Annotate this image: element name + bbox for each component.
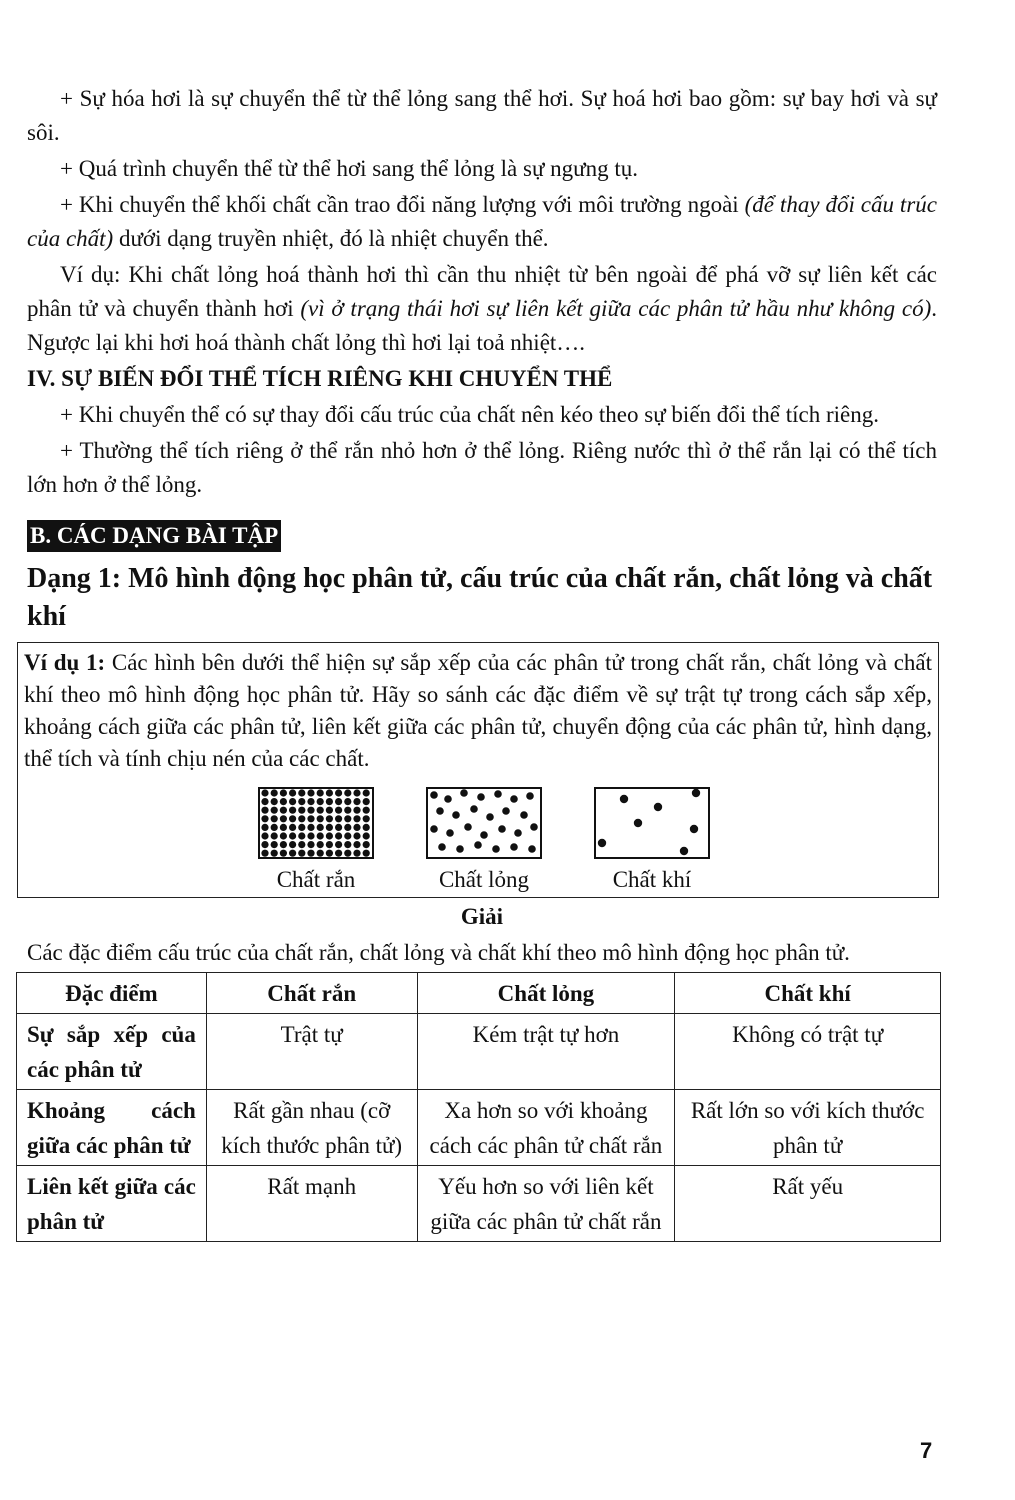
- table-cell: Rất lớn so với kích thước phân tử: [675, 1090, 941, 1166]
- molecule-dot: [528, 845, 536, 853]
- molecule-dot: [280, 815, 287, 822]
- molecule-dot: [289, 824, 296, 831]
- molecule-dot: [298, 850, 305, 857]
- molecule-dot: [335, 807, 342, 814]
- molecule-dot: [307, 841, 314, 848]
- molecule-dot: [634, 819, 642, 827]
- text-segment: dưới dạng truyền nhiệt, đó là nhiệt chuyển thể.: [113, 226, 549, 251]
- caption-solid: Chất rắn: [276, 867, 356, 892]
- molecule-dot: [477, 793, 485, 801]
- figures-row: [24, 787, 932, 895]
- molecule-dot: [289, 789, 296, 796]
- molecule-dot: [280, 824, 287, 831]
- molecule-dot: [363, 798, 370, 805]
- molecule-dot: [492, 845, 500, 853]
- caption-liquid: Chất lỏng: [438, 867, 530, 892]
- molecule-dot: [307, 798, 314, 805]
- paragraph-vaporization: + Sự hóa hơi là sự chuyển thể từ thể lỏng sang thể hơi. Sự hoá hơi bao gồm: sự bay hơi và sự sôi.: [27, 86, 937, 145]
- molecule-dot: [353, 807, 360, 814]
- example-1-text: [24, 647, 932, 775]
- molecule-dot: [298, 832, 305, 839]
- molecule-dot: [486, 813, 494, 821]
- header-feature: Đặc điểm: [17, 973, 207, 1014]
- table-cell: Rất mạnh: [206, 1166, 417, 1242]
- molecule-dot: [353, 850, 360, 857]
- molecule-dot: [430, 791, 438, 799]
- dang-1-title: Dạng 1: Mô hình động học phân tử, cấu trúc của chất rắn, chất lỏng và chất khí: [27, 563, 933, 632]
- molecule-dot: [307, 815, 314, 822]
- row-header: Liên kết giữa các phân tử: [17, 1166, 207, 1242]
- molecule-dot: [307, 850, 314, 857]
- molecule-dot: [680, 847, 688, 855]
- molecule-dot: [289, 807, 296, 814]
- molecule-dot: [456, 845, 464, 853]
- molecule-dot: [261, 824, 268, 831]
- page-number: 7: [920, 1438, 933, 1463]
- molecule-dot: [289, 832, 296, 839]
- molecule-dot: [335, 798, 342, 805]
- molecule-dot: [298, 824, 305, 831]
- figure-gas: [594, 787, 710, 895]
- italic-segment: (để thay đổi cấu trúc của chất): [27, 192, 937, 251]
- molecule-dot: [344, 832, 351, 839]
- molecule-dot: [271, 789, 278, 796]
- table-cell: Rất yếu: [675, 1166, 941, 1242]
- gas-molecules-diagram: [594, 787, 710, 859]
- molecule-dot: [344, 841, 351, 848]
- molecule-dot: [353, 798, 360, 805]
- molecule-dot: [298, 815, 305, 822]
- molecule-dot: [317, 807, 324, 814]
- header-liquid: Chất lỏng: [417, 973, 675, 1014]
- figure-solid: [258, 787, 374, 895]
- molecule-dot: [261, 789, 268, 796]
- molecule-dot: [530, 823, 538, 831]
- heading-section-iv: IV. SỰ BIẾN ĐỔI THỂ TÍCH RIÊNG KHI CHUYỂN THỂ: [27, 366, 613, 391]
- solid-molecules-diagram: [258, 787, 374, 859]
- molecule-dot: [280, 798, 287, 805]
- molecule-dot: [271, 832, 278, 839]
- molecule-dot: [502, 807, 510, 815]
- molecule-dot: [261, 850, 268, 857]
- table-cell: Rất gần nhau (cỡ kích thước phân tử): [206, 1090, 417, 1166]
- row-header: Sự sắp xếp của các phân tử: [17, 1014, 207, 1090]
- paragraph-energy-exchange: [27, 188, 937, 256]
- molecule-dot: [280, 832, 287, 839]
- molecule-dot: [363, 789, 370, 796]
- table-header-row: [17, 973, 941, 1014]
- molecule-dot: [317, 798, 324, 805]
- molecule-dot: [289, 815, 296, 822]
- molecule-dot: [326, 807, 333, 814]
- molecule-dot: [271, 850, 278, 857]
- molecule-dot: [498, 825, 506, 833]
- molecule-dot: [353, 824, 360, 831]
- molecule-dot: [335, 850, 342, 857]
- table-row: [17, 1090, 941, 1166]
- molecule-dot: [317, 850, 324, 857]
- molecule-dot: [344, 815, 351, 822]
- paragraph-specific-volume: + Khi chuyển thể có sự thay đổi cấu trúc của chất nên kéo theo sự biến đổi thể tích riêng.: [60, 402, 880, 427]
- table-row: [17, 1166, 941, 1242]
- molecule-dot: [444, 795, 452, 803]
- molecule-dot: [307, 807, 314, 814]
- molecule-dot: [261, 807, 268, 814]
- molecule-dot: [317, 789, 324, 796]
- molecule-dot: [363, 807, 370, 814]
- table-row: [17, 1014, 941, 1090]
- molecule-dot: [344, 798, 351, 805]
- molecule-dot: [692, 789, 700, 797]
- italic-segment: (vì ở trạng thái hơi sự liên kết giữa các phân tử hầu như không có): [300, 296, 932, 321]
- row-header: Khoảng cách giữa các phân tử: [17, 1090, 207, 1166]
- molecule-dot: [353, 815, 360, 822]
- molecule-dot: [280, 841, 287, 848]
- molecule-dot: [261, 832, 268, 839]
- solution-intro: Các đặc điểm cấu trúc của chất rắn, chất lỏng và chất khí theo mô hình động học phân tử.: [27, 940, 850, 965]
- table-cell: Xa hơn so với khoảng cách các phân tử chất rắn: [417, 1090, 675, 1166]
- example-body: Các hình bên dưới thể hiện sự sắp xếp của các phân tử trong chất rắn, chất lỏng và chất khí theo mô hình động học phân tử. Hãy so sánh các đặc điểm về sự trật tự trong cách sắp xếp, khoảng cách giữa các phân tử, liên kết giữa các phân tử, chuyển động của các phân tử, hình dạng, thể tích và tính chịu nén của các chất.: [24, 650, 932, 771]
- molecule-dot: [436, 807, 444, 815]
- molecule-dot: [326, 789, 333, 796]
- molecule-dot: [317, 841, 324, 848]
- text-segment: . Ngược lại khi hơi hoá thành chất lỏng thì hơi lại toả nhiệt….: [27, 296, 937, 355]
- molecule-dot: [307, 789, 314, 796]
- molecule-dot: [261, 798, 268, 805]
- molecule-dot: [261, 841, 268, 848]
- page-content: [24, 82, 937, 1242]
- molecule-dot: [298, 798, 305, 805]
- molecule-dot: [460, 789, 468, 797]
- molecule-dot: [510, 795, 518, 803]
- molecule-dot: [289, 841, 296, 848]
- molecule-dot: [317, 815, 324, 822]
- molecule-dot: [271, 807, 278, 814]
- molecule-dot: [280, 850, 287, 857]
- molecule-dot: [307, 832, 314, 839]
- molecule-dot: [344, 850, 351, 857]
- molecule-dot: [494, 790, 502, 798]
- molecule-dot: [690, 825, 698, 833]
- molecule-dot: [335, 832, 342, 839]
- table-cell: Yếu hơn so với liên kết giữa các phân tử chất rắn: [417, 1166, 675, 1242]
- molecule-dot: [353, 789, 360, 796]
- molecule-dot: [289, 798, 296, 805]
- header-solid: Chất rắn: [206, 973, 417, 1014]
- molecule-dot: [363, 815, 370, 822]
- table-cell: Không có trật tự: [675, 1014, 941, 1090]
- molecule-dot: [353, 841, 360, 848]
- molecule-dot: [598, 839, 606, 847]
- solution-title: Giải: [460, 904, 504, 929]
- molecule-dot: [271, 798, 278, 805]
- molecule-dot: [271, 824, 278, 831]
- molecule-dot: [446, 829, 454, 837]
- table-cell: Kém trật tự hơn: [417, 1014, 675, 1090]
- figure-liquid: [426, 787, 542, 895]
- molecule-dot: [335, 789, 342, 796]
- molecule-dot: [298, 789, 305, 796]
- comparison-table: [16, 972, 941, 1242]
- molecule-dot: [326, 850, 333, 857]
- molecule-dot: [280, 807, 287, 814]
- molecule-dot: [363, 824, 370, 831]
- molecule-dot: [326, 798, 333, 805]
- molecule-dot: [261, 815, 268, 822]
- molecule-dot: [326, 841, 333, 848]
- molecule-dot: [298, 841, 305, 848]
- molecule-dot: [470, 805, 478, 813]
- molecule-dot: [344, 807, 351, 814]
- molecule-dot: [317, 832, 324, 839]
- molecule-dot: [271, 815, 278, 822]
- molecule-dot: [298, 807, 305, 814]
- liquid-molecules-diagram: [426, 787, 542, 859]
- molecule-dot: [438, 843, 446, 851]
- section-b-banner-wrap: [27, 520, 937, 552]
- molecule-dot: [344, 789, 351, 796]
- molecule-dot: [335, 815, 342, 822]
- caption-gas: Chất khí: [612, 867, 692, 892]
- molecule-dot: [280, 789, 287, 796]
- molecule-dot: [480, 831, 488, 839]
- molecule-dot: [474, 841, 482, 849]
- molecule-dot: [271, 841, 278, 848]
- molecule-dot: [510, 843, 518, 851]
- molecule-dot: [326, 824, 333, 831]
- molecule-dot: [289, 850, 296, 857]
- section-b-banner: B. CÁC DẠNG BÀI TẬP: [27, 520, 281, 552]
- molecule-dot: [363, 850, 370, 857]
- molecule-dot: [307, 824, 314, 831]
- molecule-dot: [520, 811, 528, 819]
- molecule-dot: [526, 792, 534, 800]
- paragraph-condensation: + Quá trình chuyển thể từ thể hơi sang thể lỏng là sự ngưng tụ.: [60, 156, 639, 181]
- molecule-dot: [363, 841, 370, 848]
- molecule-dot: [514, 829, 522, 837]
- molecule-dot: [326, 815, 333, 822]
- molecule-dot: [353, 832, 360, 839]
- example-label: Ví dụ 1:: [24, 650, 106, 675]
- molecule-dot: [344, 824, 351, 831]
- molecule-dot: [452, 811, 460, 819]
- molecule-dot: [363, 832, 370, 839]
- molecule-dot: [620, 795, 628, 803]
- molecule-dot: [464, 823, 472, 831]
- paragraph-water-exception: + Thường thể tích riêng ở thể rắn nhỏ hơn ở thể lỏng. Riêng nước thì ở thể rắn lại có thể tích lớn hơn ở thể lỏng.: [27, 438, 937, 497]
- paragraph-example: [27, 258, 937, 360]
- molecule-dot: [317, 824, 324, 831]
- text-segment: Ví dụ: Khi chất lỏng hoá thành hơi thì cần thu nhiệt từ bên ngoài để phá vỡ sự liên kết các phân tử và chuyển thành hơi: [27, 262, 937, 321]
- molecule-dot: [335, 841, 342, 848]
- molecule-dot: [335, 824, 342, 831]
- table-cell: Trật tự: [206, 1014, 417, 1090]
- molecule-dot: [430, 825, 438, 833]
- text-segment: + Khi chuyển thể khối chất cần trao đổi năng lượng với môi trường ngoài: [60, 192, 745, 217]
- example-box: [17, 642, 939, 898]
- header-gas: Chất khí: [675, 973, 941, 1014]
- molecule-dot: [326, 832, 333, 839]
- molecule-dot: [654, 803, 662, 811]
